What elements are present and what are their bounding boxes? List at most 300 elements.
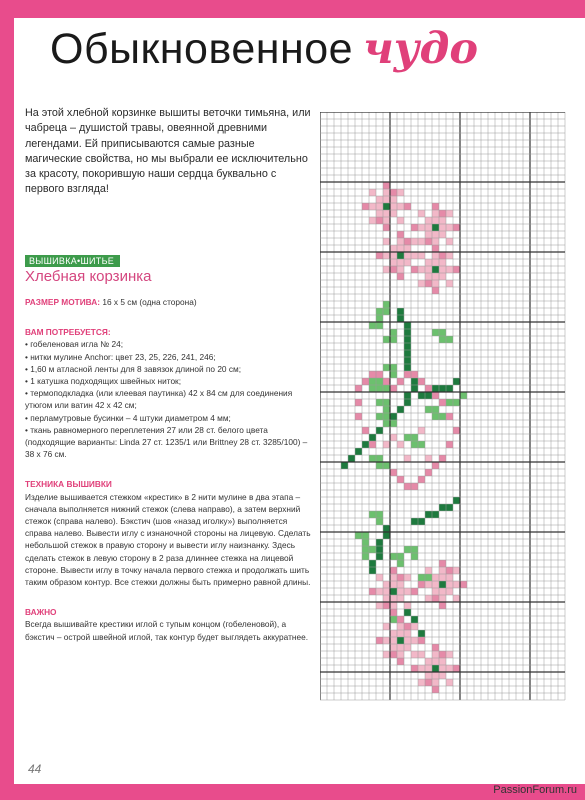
stitch-cell — [376, 252, 383, 259]
stitch-cell — [383, 364, 390, 371]
stitch-cell — [411, 224, 418, 231]
stitch-cell — [418, 210, 425, 217]
stitch-cell — [418, 679, 425, 686]
stitch-cell — [404, 434, 411, 441]
stitch-cell — [432, 511, 439, 518]
stitch-cell — [369, 560, 376, 567]
stitch-cell — [383, 336, 390, 343]
stitch-cell — [432, 231, 439, 238]
stitch-cell — [390, 616, 397, 623]
stitch-cell — [404, 350, 411, 357]
stitch-cell — [432, 217, 439, 224]
stitch-cell — [397, 245, 404, 252]
stitch-cell — [397, 406, 404, 413]
stitch-cell — [446, 651, 453, 658]
stitch-cell — [404, 574, 411, 581]
stitch-cell — [432, 203, 439, 210]
stitch-cell — [390, 609, 397, 616]
stitch-cell — [369, 378, 376, 385]
stitch-cell — [390, 595, 397, 602]
stitch-cell — [397, 616, 404, 623]
stitch-cell — [383, 224, 390, 231]
stitch-cell — [383, 406, 390, 413]
stitch-cell — [383, 308, 390, 315]
stitch-cell — [390, 637, 397, 644]
stitch-cell — [446, 238, 453, 245]
stitch-cell — [390, 385, 397, 392]
stitch-cell — [376, 553, 383, 560]
stitch-cell — [397, 574, 404, 581]
stitch-cell — [404, 630, 411, 637]
stitch-cell — [369, 203, 376, 210]
stitch-cell — [404, 259, 411, 266]
stitch-cell — [432, 287, 439, 294]
stitch-cell — [376, 427, 383, 434]
stitch-cell — [369, 546, 376, 553]
stitch-cell — [460, 581, 467, 588]
stitch-cell — [439, 581, 446, 588]
stitch-cell — [397, 581, 404, 588]
stitch-cell — [369, 567, 376, 574]
stitch-cell — [397, 259, 404, 266]
stitch-cell — [404, 623, 411, 630]
stitch-cell — [446, 574, 453, 581]
stitch-cell — [453, 399, 460, 406]
stitch-cell — [432, 665, 439, 672]
stitch-cell — [390, 434, 397, 441]
stitch-cell — [397, 441, 404, 448]
stitch-cell — [397, 231, 404, 238]
stitch-cell — [383, 238, 390, 245]
stitch-cell — [404, 329, 411, 336]
intro-text: На этой хлебной корзинке вышиты веточки тимьяна, или чабреца – душистой травы, овеянной древними легендами. Ей приписываются самые разные магические свойства, но мы выбрали ее исключительно за красоту, покорившую наши сердца буквально с первого взгляда! — [25, 107, 311, 196]
stitch-cell — [383, 252, 390, 259]
stitch-cell — [376, 196, 383, 203]
stitch-cell — [418, 574, 425, 581]
stitch-cell — [411, 637, 418, 644]
stitch-cell — [432, 210, 439, 217]
stitch-cell — [404, 546, 411, 553]
stitch-cell — [390, 567, 397, 574]
stitch-cell — [376, 539, 383, 546]
stitch-cell — [425, 469, 432, 476]
stitch-cell — [404, 364, 411, 371]
stitch-cell — [390, 581, 397, 588]
stitch-cell — [362, 203, 369, 210]
stitch-cell — [439, 273, 446, 280]
stitch-cell — [446, 399, 453, 406]
stitch-cell — [439, 574, 446, 581]
stitch-cell — [383, 189, 390, 196]
stitch-cell — [369, 371, 376, 378]
stitch-cell — [390, 644, 397, 651]
stitch-cell — [439, 560, 446, 567]
stitch-cell — [404, 343, 411, 350]
stitch-cell — [404, 245, 411, 252]
stitch-cell — [418, 441, 425, 448]
stitch-cell — [439, 651, 446, 658]
title-accent: чудо — [363, 24, 479, 74]
stitch-cell — [411, 378, 418, 385]
stitch-cell — [362, 553, 369, 560]
stitch-cell — [432, 224, 439, 231]
stitch-cell — [439, 217, 446, 224]
stitch-cell — [425, 595, 432, 602]
stitch-cell — [383, 266, 390, 273]
stitch-cell — [439, 266, 446, 273]
stitch-cell — [446, 336, 453, 343]
stitch-cell — [446, 413, 453, 420]
stitch-cell — [376, 203, 383, 210]
stitch-cell — [397, 252, 404, 259]
stitch-cell — [439, 336, 446, 343]
stitch-cell — [460, 392, 467, 399]
materials-item: • гобеленовая игла № 24; — [25, 339, 124, 350]
stitch-cell — [418, 280, 425, 287]
stitch-cell — [390, 630, 397, 637]
stitch-cell — [397, 588, 404, 595]
stitch-cell — [418, 378, 425, 385]
stitch-cell — [390, 329, 397, 336]
stitch-cell — [432, 462, 439, 469]
stitch-cell — [369, 434, 376, 441]
stitch-cell — [404, 252, 411, 259]
stitch-cell — [362, 546, 369, 553]
stitch-cell — [376, 322, 383, 329]
stitch-cell — [418, 266, 425, 273]
stitch-cell — [404, 238, 411, 245]
stitch-cell — [411, 588, 418, 595]
stitch-cell — [446, 504, 453, 511]
stitch-cell — [432, 588, 439, 595]
stitch-cell — [390, 420, 397, 427]
stitch-cell — [439, 672, 446, 679]
stitch-cell — [453, 427, 460, 434]
stitch-cell — [390, 252, 397, 259]
stitch-cell — [418, 224, 425, 231]
important-heading: ВАЖНО — [25, 607, 57, 618]
stitch-cell — [397, 315, 404, 322]
stitch-cell — [446, 581, 453, 588]
stitch-cell — [390, 259, 397, 266]
stitch-cell — [390, 553, 397, 560]
stitch-cell — [453, 581, 460, 588]
materials-item: • ткань равномерного переплетения 27 или 28 ст. белого цвета (подходящие варианты: Linda 27 ст. 1235/1 или Brittney 28 ст. 3285/100) – 38 х 76 см. — [25, 424, 308, 460]
stitch-cell — [425, 385, 432, 392]
stitch-cell — [411, 483, 418, 490]
stitch-cell — [376, 371, 383, 378]
stitch-cell — [439, 399, 446, 406]
stitch-cell — [355, 385, 362, 392]
stitch-cell — [439, 602, 446, 609]
stitch-cell — [376, 308, 383, 315]
stitch-cell — [432, 385, 439, 392]
magazine-page — [14, 18, 585, 784]
stitch-cell — [355, 399, 362, 406]
stitch-cell — [411, 266, 418, 273]
stitch-cell — [376, 574, 383, 581]
stitch-cell — [432, 259, 439, 266]
materials-item: • 1 катушка подходящих швейных ниток; — [25, 376, 181, 387]
stitch-cell — [432, 679, 439, 686]
stitch-cell — [446, 679, 453, 686]
site-watermark: PassionForum.ru — [493, 784, 577, 796]
materials-item: • нитки мулине Anchor: цвет 23, 25, 226, 241, 246; — [25, 351, 216, 362]
project-name: Хлебная корзинка — [25, 268, 152, 285]
stitch-cell — [404, 357, 411, 364]
stitch-cell — [383, 196, 390, 203]
stitch-cell — [404, 371, 411, 378]
stitch-cell — [439, 259, 446, 266]
stitch-cell — [383, 182, 390, 189]
stitch-cell — [362, 441, 369, 448]
stitch-cell — [439, 231, 446, 238]
stitch-cell — [397, 623, 404, 630]
stitch-cell — [432, 595, 439, 602]
stitch-cell — [362, 378, 369, 385]
stitch-cell — [404, 455, 411, 462]
stitch-cell — [383, 420, 390, 427]
stitch-cell — [432, 686, 439, 693]
stitch-cell — [411, 238, 418, 245]
stitch-cell — [355, 413, 362, 420]
stitch-cell — [411, 518, 418, 525]
stitch-cell — [390, 196, 397, 203]
stitch-cell — [453, 567, 460, 574]
materials-item: • перламутровые бусинки – 4 штуки диаметром 4 мм; — [25, 412, 231, 423]
stitch-cell — [383, 399, 390, 406]
stitch-cell — [369, 441, 376, 448]
stitch-cell — [383, 378, 390, 385]
stitch-cell — [369, 455, 376, 462]
stitch-cell — [376, 588, 383, 595]
section-tag: ВЫШИВКА•ШИТЬЕ — [25, 255, 120, 267]
stitch-cell — [376, 602, 383, 609]
stitch-cell — [355, 532, 362, 539]
stitch-cell — [446, 665, 453, 672]
stitch-cell — [439, 595, 446, 602]
stitch-cell — [362, 539, 369, 546]
stitch-cell — [439, 385, 446, 392]
stitch-cell — [397, 560, 404, 567]
stitch-cell — [453, 497, 460, 504]
stitch-cell — [425, 679, 432, 686]
stitch-cell — [383, 651, 390, 658]
stitch-cell — [397, 651, 404, 658]
stitch-cell — [383, 637, 390, 644]
stitch-cell — [418, 630, 425, 637]
technique-text: Изделие вышивается стежком «крестик» в 2 нити мулине в два этапа – сначала выполняется нижний стежок (слева направо), а затем верхний стежок (справа налево). Бэкстич (шов «назад иголку») выполняется справа налево. Вывести иглу с изнаночной стороны на лицевую. Сделать небольшой стежок в правую сторону и вывести иглу наизнанку. Здесь сделать стежок в левую сторону в 2 раза длиннее стежка на лицевой стороне. Вывести иглу в точку начала первого стежка и продолжать шить таким образом контур. Все стежки должны быть примерно равной длины. — [25, 491, 311, 588]
stitch-cell — [439, 588, 446, 595]
stitch-cell — [411, 385, 418, 392]
stitch-cell — [404, 637, 411, 644]
stitch-cell — [390, 469, 397, 476]
materials-heading: ВАМ ПОТРЕБУЕТСЯ: — [25, 327, 111, 338]
stitch-cell — [453, 595, 460, 602]
stitch-cell — [397, 553, 404, 560]
stitch-cell — [425, 273, 432, 280]
stitch-cell — [383, 588, 390, 595]
stitch-cell — [397, 217, 404, 224]
stitch-cell — [404, 399, 411, 406]
stitch-cell — [446, 252, 453, 259]
stitch-cell — [383, 581, 390, 588]
stitch-cell — [390, 651, 397, 658]
stitch-cell — [362, 532, 369, 539]
stitch-cell — [425, 231, 432, 238]
stitch-cell — [418, 637, 425, 644]
stitch-cell — [432, 329, 439, 336]
stitch-cell — [376, 637, 383, 644]
important-text: Всегда вышивайте крестики иглой с тупым концом (гобеленовой), а бэкстич – острой швейной иглой, так контур будет выглядеть аккуратнее. — [25, 619, 309, 642]
stitch-cell — [397, 595, 404, 602]
stitch-cell — [404, 336, 411, 343]
stitch-cell — [369, 217, 376, 224]
stitch-cell — [425, 658, 432, 665]
stitch-cell — [432, 574, 439, 581]
stitch-cell — [439, 413, 446, 420]
stitch-cell — [425, 259, 432, 266]
stitch-cell — [453, 378, 460, 385]
stitch-cell — [432, 651, 439, 658]
technique-heading: ТЕХНИКА ВЫШИВКИ — [25, 479, 112, 490]
materials-item: • 1,60 м атласной ленты для 8 завязок длиной по 20 см; — [25, 363, 242, 374]
stitch-cell — [397, 637, 404, 644]
stitch-cell — [425, 672, 432, 679]
stitch-cell — [404, 588, 411, 595]
stitch-cell — [411, 441, 418, 448]
cross-stitch-chart — [320, 112, 566, 702]
stitch-cell — [383, 525, 390, 532]
stitch-cell — [390, 189, 397, 196]
stitch-cell — [425, 392, 432, 399]
stitch-cell — [439, 658, 446, 665]
stitch-cell — [418, 252, 425, 259]
stitch-cell — [432, 252, 439, 259]
cross-stitch-chart-svg — [320, 112, 566, 702]
page-number: 44 — [28, 762, 42, 776]
stitch-cell — [383, 602, 390, 609]
stitch-cell — [439, 329, 446, 336]
stitch-cell — [376, 399, 383, 406]
stitch-cell — [404, 322, 411, 329]
stitch-cell — [432, 581, 439, 588]
stitch-cell — [383, 462, 390, 469]
stitch-cell — [383, 210, 390, 217]
stitch-cell — [369, 588, 376, 595]
stitch-cell — [432, 658, 439, 665]
stitch-cell — [446, 266, 453, 273]
stitch-cell — [376, 217, 383, 224]
stitch-cell — [411, 371, 418, 378]
stitch-cell — [432, 266, 439, 273]
stitch-cell — [425, 217, 432, 224]
stitch-cell — [383, 413, 390, 420]
stitch-cell — [397, 238, 404, 245]
stitch-cell — [425, 665, 432, 672]
stitch-cell — [404, 483, 411, 490]
stitch-cell — [390, 245, 397, 252]
stitch-cell — [376, 385, 383, 392]
stitch-cell — [418, 476, 425, 483]
stitch-cell — [425, 238, 432, 245]
stitch-cell — [369, 189, 376, 196]
stitch-cell — [425, 511, 432, 518]
stitch-cell — [376, 378, 383, 385]
stitch-cell — [390, 203, 397, 210]
stitch-cell — [432, 238, 439, 245]
stitch-cell — [404, 602, 411, 609]
stitch-cell — [397, 273, 404, 280]
stitch-cell — [397, 189, 404, 196]
stitch-cell — [383, 532, 390, 539]
stitch-cell — [411, 623, 418, 630]
stitch-cell — [418, 427, 425, 434]
stitch-cell — [446, 385, 453, 392]
stitch-cell — [425, 567, 432, 574]
stitch-cell — [432, 280, 439, 287]
stitch-cell — [362, 427, 369, 434]
stitch-cell — [439, 210, 446, 217]
stitch-cell — [446, 441, 453, 448]
stitch-cell — [432, 644, 439, 651]
stitch-cell — [390, 364, 397, 371]
stitch-cell — [425, 266, 432, 273]
stitch-cell — [376, 518, 383, 525]
stitch-cell — [404, 609, 411, 616]
stitch-cell — [411, 546, 418, 553]
stitch-cell — [432, 672, 439, 679]
stitch-cell — [446, 210, 453, 217]
stitch-cell — [418, 392, 425, 399]
stitch-cell — [411, 616, 418, 623]
stitch-cell — [425, 574, 432, 581]
stitch-cell — [411, 651, 418, 658]
stitch-cell — [390, 413, 397, 420]
stitch-cell — [383, 301, 390, 308]
stitch-cell — [376, 455, 383, 462]
stitch-cell — [390, 574, 397, 581]
stitch-cell — [411, 665, 418, 672]
stitch-cell — [376, 546, 383, 553]
stitch-cell — [425, 581, 432, 588]
stitch-cell — [411, 252, 418, 259]
page-title — [50, 24, 478, 74]
stitch-cell — [397, 308, 404, 315]
stitch-cell — [418, 581, 425, 588]
stitch-cell — [390, 210, 397, 217]
stitch-cell — [418, 238, 425, 245]
stitch-cell — [376, 210, 383, 217]
stitch-cell — [425, 224, 432, 231]
stitch-cell — [369, 511, 376, 518]
stitch-cell — [397, 644, 404, 651]
stitch-cell — [404, 203, 411, 210]
stitch-cell — [397, 658, 404, 665]
title-plain: Обыкновенное — [50, 25, 354, 73]
motif-size: РАЗМЕР МОТИВА: 16 х 5 см (одна сторона) — [25, 297, 197, 307]
stitch-cell — [418, 665, 425, 672]
stitch-cell — [432, 392, 439, 399]
stitch-cell — [390, 371, 397, 378]
stitch-cell — [404, 644, 411, 651]
stitch-cell — [446, 280, 453, 287]
stitch-cell — [439, 504, 446, 511]
stitch-cell — [397, 476, 404, 483]
stitch-cell — [376, 413, 383, 420]
stitch-cell — [425, 406, 432, 413]
stitch-cell — [411, 553, 418, 560]
